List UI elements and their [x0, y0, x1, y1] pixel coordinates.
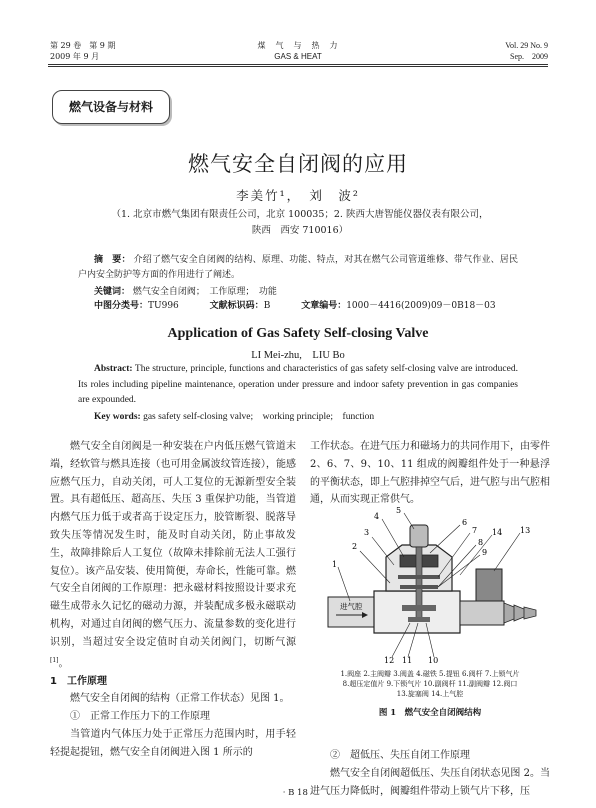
subheading-2: ② 超低压、失压自闭工作原理 — [330, 750, 470, 761]
doc-value: B — [263, 301, 271, 311]
affiliations — [80, 207, 520, 239]
authors-cn: 李美竹¹， 刘 波² — [236, 188, 360, 203]
outlet-pipe — [460, 601, 504, 625]
paper-title-cn: 燃气安全自闭阀的应用 — [188, 152, 408, 176]
volume-issue-en: Vol. 29 No. 9 — [505, 41, 548, 50]
right-top-paragraph: 工作状态。在进气压力和磁场力的共同作用下，由零件 2、6、7、9、10、11 组成的阀瓣组件处于一种悬浮的平衡状态，即上气腔排掉空气后，进气腔与出气腔相通，从而实现正常供气。 — [310, 441, 550, 506]
journal-name-en: GAS & HEAT — [274, 52, 322, 61]
affiliation-line-1: （1. 北京市燃气集团有限责任公司，北京 100035；2. 陕西大唐智能仪器仪表有限公司， — [111, 209, 489, 220]
callout-11: 11 — [402, 656, 413, 665]
hose-barb — [504, 603, 536, 623]
abstract-cn-label: 摘 要： — [94, 255, 131, 265]
abstract-en-label: Abstract: — [94, 364, 133, 374]
class-label: 中图分类号： — [94, 301, 149, 311]
body-left-column — [50, 438, 296, 762]
section-tag-label: 燃气设备与材料 — [68, 100, 153, 114]
class-value: TU996 — [148, 301, 179, 311]
callout-7: 7 — [472, 526, 478, 535]
body-right-column-top — [310, 438, 550, 509]
figure-1-caption: 图 1 燃气安全自闭阀结构 — [378, 708, 482, 718]
header-rule-top — [48, 64, 548, 65]
callout-9: 9 — [482, 548, 488, 557]
authors-en: LI Mei-zhu, LIU Bo — [251, 350, 345, 361]
callout-13: 13 — [520, 526, 531, 535]
page-number: · B 18 · — [282, 788, 314, 798]
classification-line — [94, 298, 496, 311]
doc-label: 文献标识码： — [209, 301, 264, 311]
volume-issue: 第 29 卷 第 9 期 — [50, 41, 116, 50]
subheading-1: ① 正常工作压力下的工作原理 — [70, 711, 210, 723]
callout-12: 12 — [384, 656, 395, 665]
sub1-text: 当管道内气体压力处于正常压力范围内时，用手轻轻提起提钮，燃气安全自闭阀进入图 1 所示的 — [50, 729, 296, 758]
keywords-cn-label: 关键词： — [94, 287, 131, 297]
keywords-en-label: Key words: — [94, 412, 141, 422]
callout-5: 5 — [396, 506, 402, 515]
section1-text: 燃气安全自闭阀的结构（正常工作状态）见图 1。 — [70, 693, 290, 705]
inlet-chamber-label: 进气腔 — [340, 602, 363, 611]
figure-1 — [310, 505, 550, 709]
keywords-en — [94, 408, 374, 422]
paper-title-en: Application of Gas Safety Self-closing Valve — [167, 326, 429, 341]
callout-6: 6 — [462, 518, 468, 527]
valve-structure-diagram — [310, 505, 550, 665]
intro-paragraph: 燃气安全自闭阀是一种安装在户内低压燃气管道末端，经软管与燃具连接（也可用金属波纹管连接），能感应燃气压力，自动关闭，可人工复位的无源新型安全装置。具有超低压、超高压、失压 3 重保护功能，当管道内燃气压力低于或者高于设定压力，胶管断裂、脱落导致失压等情况发生时，能及时自动关闭，防止事故发生，故障排除后人工复位（故障未排除前无法人工强行复位）。该产品安装、使用简便，寿命长，性能可靠。燃气安全自闭阀的工作原理：把永磁材料按照设计要求充磁生成带永久记忆的磁动力源，并装配成多极永磁联动机构，对通过自闭阀的燃气压力、流量参数的变化进行识别，当超过安全设定值时自动关闭阀门，切断气源[1]。 — [50, 441, 296, 669]
legend-line-3: 13.旋塞阀 14.上气腔 — [396, 690, 464, 698]
header-right — [505, 40, 548, 62]
journal-name-cn: 煤 气 与 热 力 — [257, 41, 339, 50]
article-label: 文章编号： — [301, 301, 347, 311]
affiliation-line-2: 陕西 西安 710016） — [251, 225, 349, 236]
keywords-cn — [94, 284, 277, 297]
callout-8: 8 — [478, 538, 484, 547]
lift-knob — [410, 525, 428, 547]
lock-plate-upper — [398, 575, 440, 579]
aux-disc — [408, 617, 430, 622]
article-value: 1000－4416(2009)09－0B18－03 — [346, 301, 496, 311]
callout-14: 14 — [492, 528, 503, 537]
sub2-text: 燃气安全自闭阀超低压、失压自闭状态见图 2。当进气压力降低时，阀瓣组件带动上锁气片下移，压 — [310, 767, 550, 797]
keywords-cn-text: 燃气安全自闭阀； 工作原理； 功能 — [132, 287, 277, 297]
callout-2: 2 — [352, 542, 358, 551]
publish-date-en: Sep. 2009 — [510, 52, 548, 61]
figure-legend — [310, 669, 550, 699]
rotary-valve — [476, 569, 502, 601]
main-disc — [402, 605, 436, 611]
section-heading-1: 1 工作原理 — [50, 675, 107, 687]
legend-line-1: 1.阀座 2.主阀瓣 3.阀盖 4.磁铁 5.提钮 6.阀杆 7.上锁气片 — [340, 670, 520, 678]
callout-10: 10 — [428, 656, 439, 665]
abstract-en-text: The structure, principle, functions and characteristics of gas safety self-closing valve are introduced. Its roles including pipeline maintenance, operation under pressure and indoor safety prevention in gas companies are expounded. — [78, 364, 518, 406]
header-left — [50, 40, 115, 62]
abstract-en — [78, 362, 518, 409]
callout-1: 1 — [332, 560, 338, 569]
legend-line-2: 8.超压定值片 9.下锁气片 10.副阀杆 11.副阀瓣 12.阀口 — [342, 680, 518, 688]
reference-mark: [1] — [50, 656, 59, 664]
abstract-cn-text: 介绍了燃气安全自闭阀的结构、原理、功能、特点，对其在燃气公司管道维修、带气作业、居民户内安全防护等方面的作用进行了阐述。 — [78, 255, 518, 280]
header-center — [198, 40, 398, 62]
callout-3: 3 — [364, 528, 370, 537]
header-rule-bottom — [48, 66, 548, 67]
publish-date: 2009 年 9 月 — [50, 52, 100, 61]
abstract-cn — [78, 253, 518, 283]
keywords-en-text: gas safety self-closing valve; working principle; function — [143, 412, 375, 422]
section-tag — [52, 90, 170, 124]
lock-plate-lower — [400, 585, 438, 589]
callout-4: 4 — [374, 512, 380, 521]
